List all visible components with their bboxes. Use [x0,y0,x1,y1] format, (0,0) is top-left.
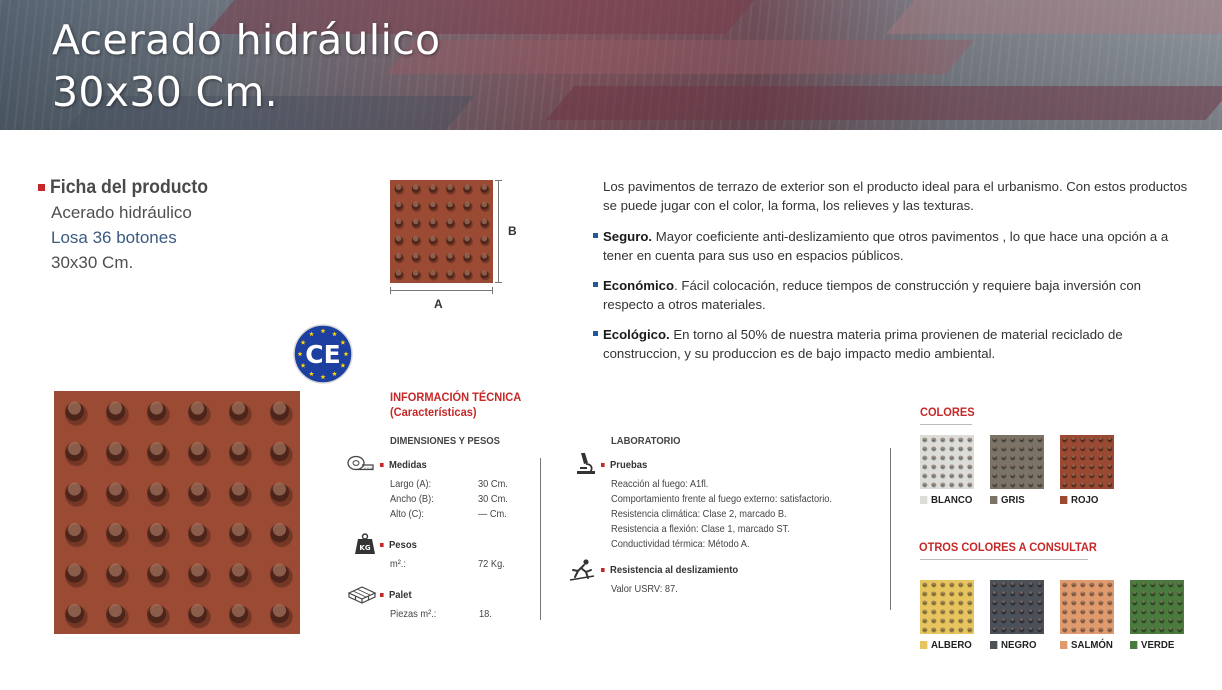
color-label-salmon: SALMÓN [1060,639,1113,651]
color-chip [920,496,927,504]
lab-heading: LABORATORIO [611,435,681,447]
color-label-albero: ALBERO [920,639,972,651]
pesos-label: Pesos [380,539,417,551]
medidas-row-value: — Cm. [478,509,507,520]
medidas-row-name: Largo (A): [390,479,432,490]
color-chip [990,496,997,504]
colors-title-rule [920,424,972,425]
pesos-row-value: 72 Kg. [478,559,505,570]
colors-title: COLORES [920,405,975,419]
red-square-icon [380,543,384,547]
medidas-row-name: Ancho (B): [390,494,434,505]
ce-mark-text: CE [305,340,341,369]
swatch-rojo [1060,435,1114,489]
color-chip [1060,641,1067,649]
lab-test-row: Resistencia climática: Clase 2, marcado B. [611,509,787,520]
swatch-negro [990,580,1044,634]
color-label-negro: NEGRO [990,639,1036,651]
dimensions-heading: DIMENSIONES Y PESOS [390,435,500,447]
hero-banner [0,0,1222,130]
color-label-rojo: ROJO [1060,494,1098,506]
tech-info-title-line2: (Características) [390,405,477,419]
weight-kg-icon [354,533,376,555]
swatch-verde [1130,580,1184,634]
lab-test-row: Reacción al fuego: A1fl. [611,479,709,490]
paving-stripe [546,86,1222,120]
deslizamiento-label: Resistencia al deslizamiento [601,564,738,576]
column-divider [890,448,891,610]
benefit-ecologic [603,325,1188,363]
swatch-salmon [1060,580,1114,634]
product-sheet-heading: Ficha del producto [50,177,209,198]
other-colors-title: OTROS COLORES A CONSULTAR [919,540,1097,554]
dimension-b-line [498,180,499,283]
palet-label: Palet [380,589,412,601]
other-colors-title-rule [920,559,1088,560]
dimension-b-label: B [508,224,517,238]
red-square-icon [38,184,45,191]
lab-test-row: Conductividad térmica: Método A. [611,539,750,550]
lab-test-row: Comportamiento frente al fuego externo: satisfactorio. [611,494,832,505]
product-description [603,177,1188,374]
benefit-safe [603,227,1188,265]
medidas-row-name: Alto (C): [390,509,424,520]
slipping-person-icon [569,559,595,581]
palet-row-name: Piezas m².: [390,609,437,620]
page-title [52,14,440,118]
dimension-a-label: A [434,297,443,311]
column-divider [540,458,541,620]
page-title-line1: Acerado hidráulico [52,16,441,64]
swatch-albero [920,580,974,634]
color-label-verde: VERDE [1130,639,1174,651]
benefit-text: . Fácil colocación, reduce tiempos de construcción y requiere baja inversión con respecto a otros materiales. [603,278,1142,312]
medidas-row-value: 30 Cm. [478,494,508,505]
paving-stripe [886,0,1222,34]
weight-kg-text: KG [359,544,371,552]
product-name: Acerado hidráulico [51,203,192,222]
red-square-icon [601,568,605,572]
benefit-text: Mayor coeficiente anti-deslizamiento que otros pavimentos , lo que hace una opción a a tener en cuenta para sus uso en espacios públicos. [603,229,1169,263]
swatch-blanco [920,435,974,489]
tech-info-title [390,390,521,420]
page-title-line2: 30x30 Cm. [52,68,278,116]
color-chip [1060,496,1067,504]
bullet-icon [593,282,598,287]
benefit-title: Económico [603,278,675,293]
product-size: 30x30 Cm. [51,253,134,272]
pruebas-label: Pruebas [601,459,647,471]
palet-row-value: 18. [479,609,492,620]
pesos-row-name: m².: [390,559,406,570]
pallet-icon [347,584,377,604]
tape-measure-icon [347,455,375,471]
benefit-title: Ecológico. [603,327,670,342]
color-label-gris: GRIS [990,494,1025,506]
bullet-icon [593,233,598,238]
tile-diagram-image [390,180,493,283]
tile-product-image [54,391,300,634]
swatch-gris [990,435,1044,489]
ce-mark-icon [293,324,353,384]
color-chip [1130,641,1137,649]
product-model: Losa 36 botones [51,228,177,247]
description-intro: Los pavimentos de terrazo de exterior son el producto ideal para el urbanismo. Con estos productos se puede jugar con el color, la forma, los relieves y las texturas. [603,179,1188,213]
microscope-icon [575,451,597,475]
slip-resistance-row: Valor USRV: 87. [611,584,678,595]
color-chip [920,641,927,649]
medidas-label: Medidas [380,459,427,471]
paving-stripe [386,40,975,74]
color-chip [990,641,997,649]
benefit-economic [603,276,1188,314]
dimension-a-line [390,290,493,291]
tech-info-title-line1: INFORMACIÓN TÉCNICA [390,390,522,404]
red-square-icon [601,463,605,467]
medidas-row-value: 30 Cm. [478,479,508,490]
color-label-blanco: BLANCO [920,494,972,506]
benefit-title: Seguro. [603,229,653,244]
bullet-icon [593,331,598,336]
red-square-icon [380,463,384,467]
benefit-text: En torno al 50% de nuestra materia prima provienen de material reciclado de construccion, y su produccion es de bajo impacto medio ambiental. [603,327,1123,361]
red-square-icon [380,593,384,597]
lab-test-row: Resistencia a flexión: Clase 1, marcado ST. [611,524,790,535]
